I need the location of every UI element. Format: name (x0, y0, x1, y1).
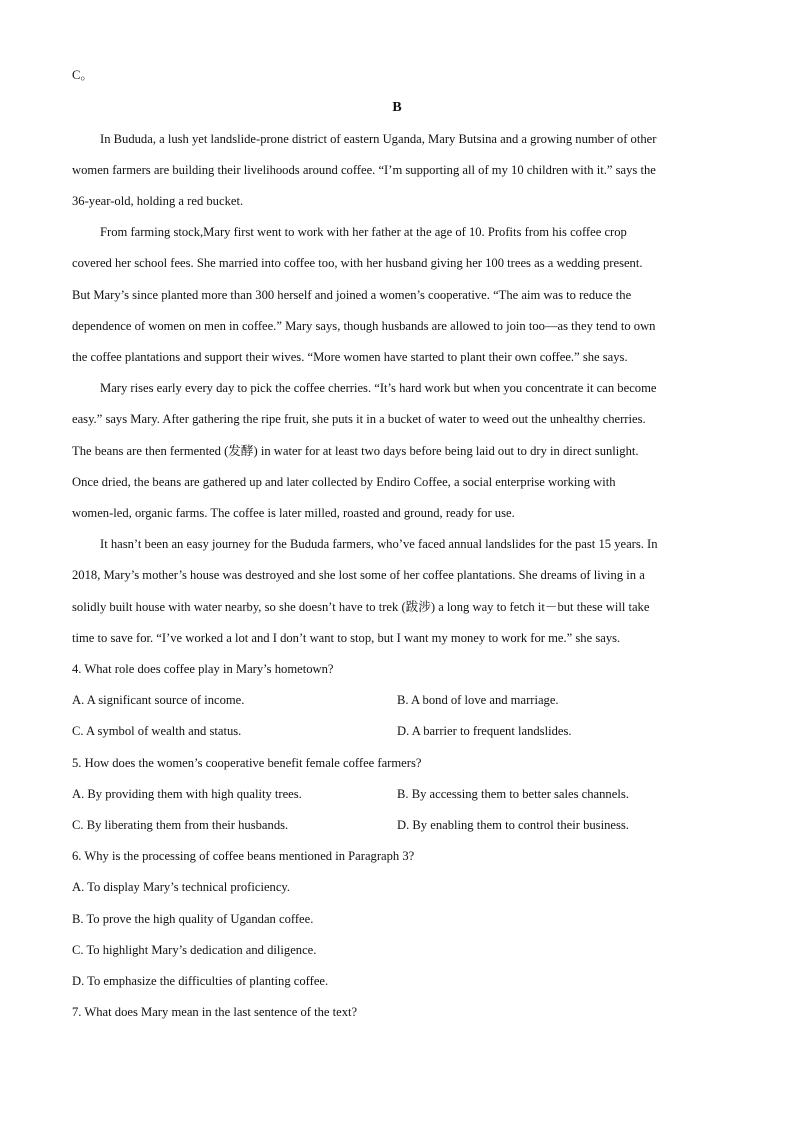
option-b: B. A bond of love and marriage. (397, 693, 559, 707)
passage-line: women farmers are building their livelihoods around coffee. “I’m supporting all of my 10 children with it.” says the (72, 163, 656, 177)
option-b: B. By accessing them to better sales channels. (397, 787, 629, 801)
option-d: D. By enabling them to control their business. (397, 818, 629, 832)
passage-line: From farming stock,Mary first went to work with her father at the age of 10. Profits from his coffee crop (100, 225, 627, 239)
passage-line: Once dried, the beans are gathered up and later collected by Endiro Coffee, a social enterprise working with (72, 475, 616, 489)
passage-line: 2018, Mary’s mother’s house was destroyed and she lost some of her coffee plantations. She dreams of living in a (72, 568, 645, 582)
option-c: C. By liberating them from their husbands. (72, 818, 289, 832)
passage-line: dependence of women on men in coffee.” Mary says, though husbands are allowed to join too—as they tend to own (72, 319, 656, 333)
question-stem: 6. Why is the processing of coffee beans mentioned in Paragraph 3? (72, 849, 415, 863)
option-c: C. To highlight Mary’s dedication and diligence. (72, 943, 317, 957)
previous-answer: C。 (72, 68, 93, 82)
passage-line: easy.” says Mary. After gathering the ripe fruit, she puts it in a bucket of water to weed out the unhealthy cherries. (72, 412, 646, 426)
option-a: A. A significant source of income. (72, 693, 245, 707)
passage-line: But Mary’s since planted more than 300 herself and joined a women’s cooperative. “The aim was to reduce the (72, 288, 632, 302)
question-stem: 4. What role does coffee play in Mary’s hometown? (72, 662, 334, 676)
question-stem: 5. How does the women’s cooperative benefit female coffee farmers? (72, 756, 422, 770)
passage-line: 36-year-old, holding a red bucket. (72, 194, 244, 208)
option-a: A. To display Mary’s technical proficiency. (72, 880, 291, 894)
question-stem: 7. What does Mary mean in the last sentence of the text? (72, 1005, 358, 1019)
passage-line: It hasn’t been an easy journey for the Bududa farmers, who’ve faced annual landslides for the past 15 years. In (100, 537, 658, 551)
passage-line: The beans are then fermented (发酵) in water for at least two days before being laid out to dry in direct sunlight. (72, 444, 639, 458)
option-a: A. By providing them with high quality trees. (72, 787, 302, 801)
option-b: B. To prove the high quality of Ugandan coffee. (72, 912, 314, 926)
passage-line: In Bududa, a lush yet landslide-prone district of eastern Uganda, Mary Butsina and a growing number of other (100, 132, 657, 146)
section-title: B (392, 100, 402, 115)
option-c: C. A symbol of wealth and status. (72, 724, 242, 738)
passage-line: the coffee plantations and support their wives. “More women have started to plant their own coffee.” she says. (72, 350, 628, 364)
passage-line: covered her school fees. She married into coffee too, with her husband giving her 100 trees as a wedding present. (72, 256, 643, 270)
passage-line: women-led, organic farms. The coffee is later milled, roasted and ground, ready for use. (72, 506, 515, 520)
passage-line: Mary rises early every day to pick the coffee cherries. “It’s hard work but when you concentrate it can become (100, 381, 657, 395)
passage-line: time to save for. “I’ve worked a lot and I don’t want to stop, but I want my money to work for me.” she says. (72, 631, 621, 645)
passage-line: solidly built house with water nearby, so she doesn’t have to trek (跋涉) a long way to fetch it－but these will take (72, 600, 650, 614)
option-d: D. A barrier to frequent landslides. (397, 724, 572, 738)
option-d: D. To emphasize the difficulties of planting coffee. (72, 974, 329, 988)
